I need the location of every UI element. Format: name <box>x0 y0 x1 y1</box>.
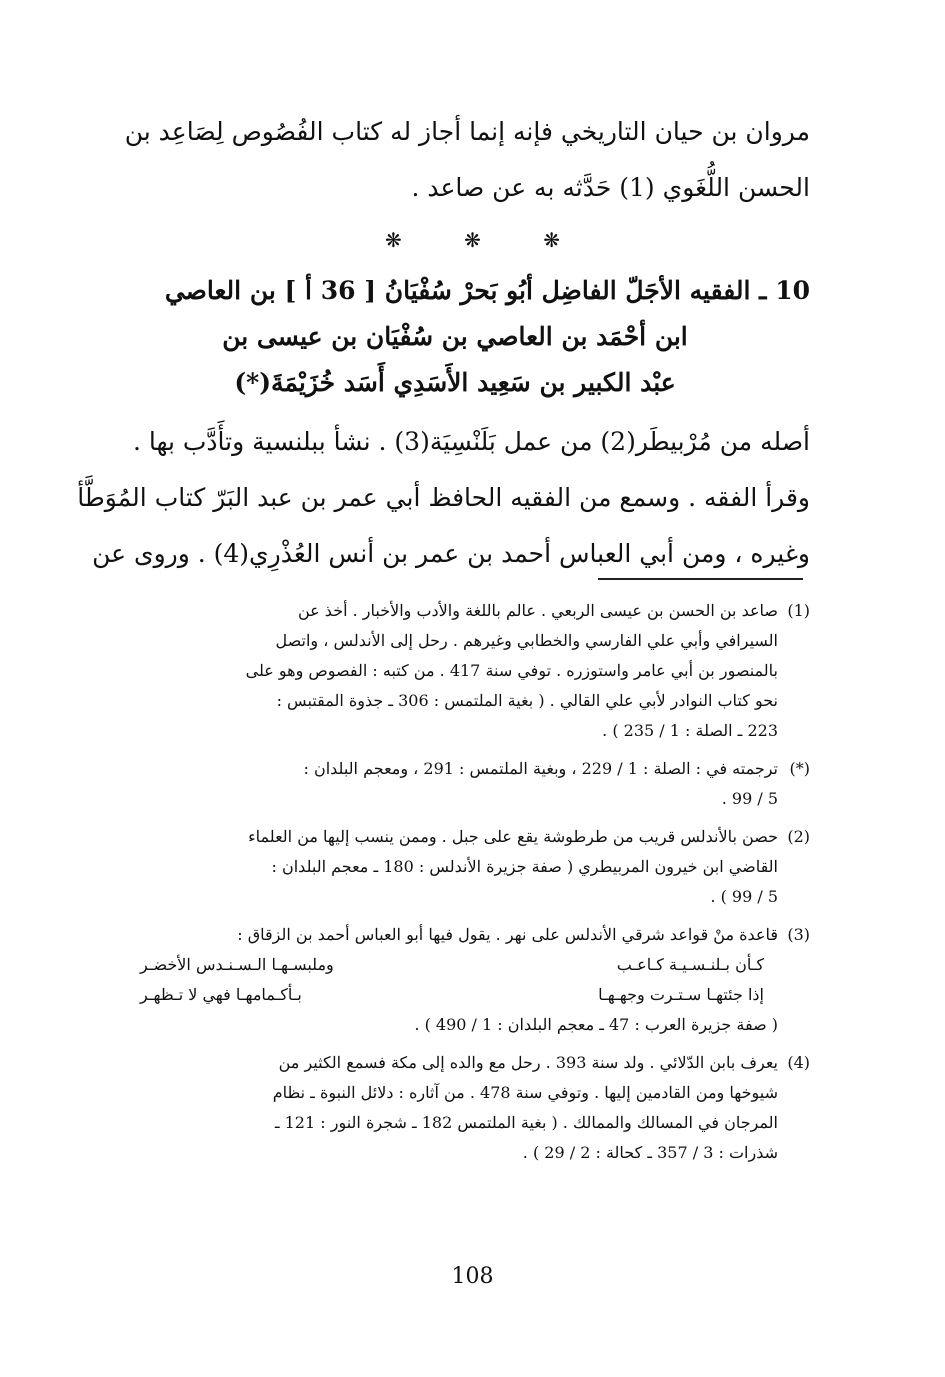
footnote-number: (1) <box>787 601 810 620</box>
footnote-line: ( صفة جزيرة العرب : 47 ـ معجم البلدان : 1 / 490 ) . <box>414 1015 778 1034</box>
footnote-number: (2) <box>787 827 810 846</box>
footnote-line: بالمنصور بن أبي عامر واستوزره . توفي سنة 417 . من كتبه : الفصوص وهو على <box>245 661 778 680</box>
footnotes <box>100 596 810 1176</box>
footnote-line: المرجان في المسالك والممالك . ( بغية الملتمس 182 ـ شجرة النور : 121 ـ <box>274 1113 778 1132</box>
footnote-number: (4) <box>787 1053 810 1072</box>
verse-hemistich: بـأكـمامهـا فهي لا تـظهـر <box>140 985 302 1004</box>
entry-paragraph <box>77 414 810 582</box>
star-ornament: ❋ <box>543 228 560 252</box>
poem-verse-2 <box>100 980 778 1010</box>
verse-hemistich: إذا جئتهـا سـتـرت وجهـهـا <box>598 985 764 1004</box>
heading-line-2: ابن أحْمَد بن العاصي بن سُفْيَان بن عيسى بن <box>222 322 688 351</box>
footnote-2 <box>100 822 810 912</box>
footnote-line: حصن بالأندلس قريب من طرطوشة يقع على جبل . وممن ينسب إليها من العلماء <box>248 827 778 846</box>
footnote-separator <box>598 578 803 580</box>
footnote-line: صاعد بن الحسن بن عيسى الربعي . عالم باللغة والأدب والأخبار . أخذ عن <box>297 601 778 620</box>
body-line-1: أصله من مُرْبيطَر(2) من عمل بَلَنْسِيَة(3) . نشأ ببلنسية وتأَدَّب بها . <box>132 427 810 456</box>
intro-line-1: مروان بن حيان التاريخي فإنه إنما أجاز له كتاب الفُصُوص لِصَاعِد بن <box>124 117 810 146</box>
footnote-line: القاضي ابن خيرون المربيطري ( صفة جزيرة الأندلس : 180 ـ معجم البلدان : <box>271 857 778 876</box>
star-ornament: ❋ <box>384 228 402 252</box>
footnote-line: يعرف بابن الدّلائي . ولد سنة 393 . رحل مع والده إلى مكة فسمع الكثير من <box>278 1053 778 1072</box>
footnote-line: نحو كتاب النوادر لأبي علي القالي . ( بغية الملتمس : 306 ـ جذوة المقتبس : <box>276 691 778 710</box>
footnote-1 <box>100 596 810 746</box>
footnote-number: (3) <box>787 925 810 944</box>
footnote-line: 5 / 99 ) . <box>710 887 778 906</box>
footnote-line: 223 ـ الصلة : 1 / 235 ) . <box>602 721 778 740</box>
body-line-2: وقرأ الفقه . وسمع من الفقيه الحافظ أبي عمر بن عبد البَرّ كتاب المُوَطَّأ <box>77 483 810 512</box>
footnote-line: 5 / 99 . <box>721 789 778 808</box>
footnote-line: السيرافي وأبي علي الفارسي والخطابي وغيرهم . رحل إلى الأندلس ، واتصل <box>275 631 778 650</box>
footnote-line: قاعدة منْ قواعد شرقي الأندلس على نهر . يقول فيها أبو العباس أحمد بن الزقاق : <box>237 925 778 944</box>
section-divider-stars <box>0 228 945 252</box>
footnote-line: ترجمته في : الصلة : 1 / 229 ، وبغية الملتمس : 291 ، ومعجم البلدان : <box>303 759 778 778</box>
body-line-3: وغيره ، ومن أبي العباس أحمد بن عمر بن أنس العُذْرِي(4) . وروى عن <box>92 539 810 568</box>
page-number: 108 <box>451 1264 494 1289</box>
footnote-line: شيوخها ومن القادمين إليها . وتوفي سنة 478 . من آثاره : دلائل النبوة ـ نظام <box>272 1083 778 1102</box>
star-ornament: ❋ <box>464 228 481 252</box>
poem-verse-1 <box>100 950 778 980</box>
footnote-number: (*) <box>789 759 810 778</box>
heading-line-1: 10 ـ الفقيه الأجَلّ الفاضِل أبُو بَحرْ سُفْيَانُ [ 36 أ ] بن العاصي <box>164 276 810 305</box>
verse-hemistich: كـأن بـلنـسـيـة كـاعـب <box>616 955 764 974</box>
footnote-4 <box>100 1048 810 1168</box>
intro-paragraph <box>100 104 810 216</box>
footnote-line: شذرات : 3 / 357 ـ كحالة : 2 / 29 ) . <box>522 1143 778 1162</box>
entry-heading <box>100 268 810 406</box>
footnote-3 <box>100 920 810 1040</box>
footnote-star <box>100 754 810 814</box>
heading-line-3: عبْد الكبير بن سَعِيد الأَسَدِي أَسَد خُزَيْمَةَ(*) <box>234 368 676 397</box>
verse-hemistich: وملبسـهـا الـسـنـدس الأخضـر <box>140 955 334 974</box>
intro-line-2: الحسن اللُّغَوي (1) حَدَّثه به عن صاعد . <box>411 173 810 202</box>
